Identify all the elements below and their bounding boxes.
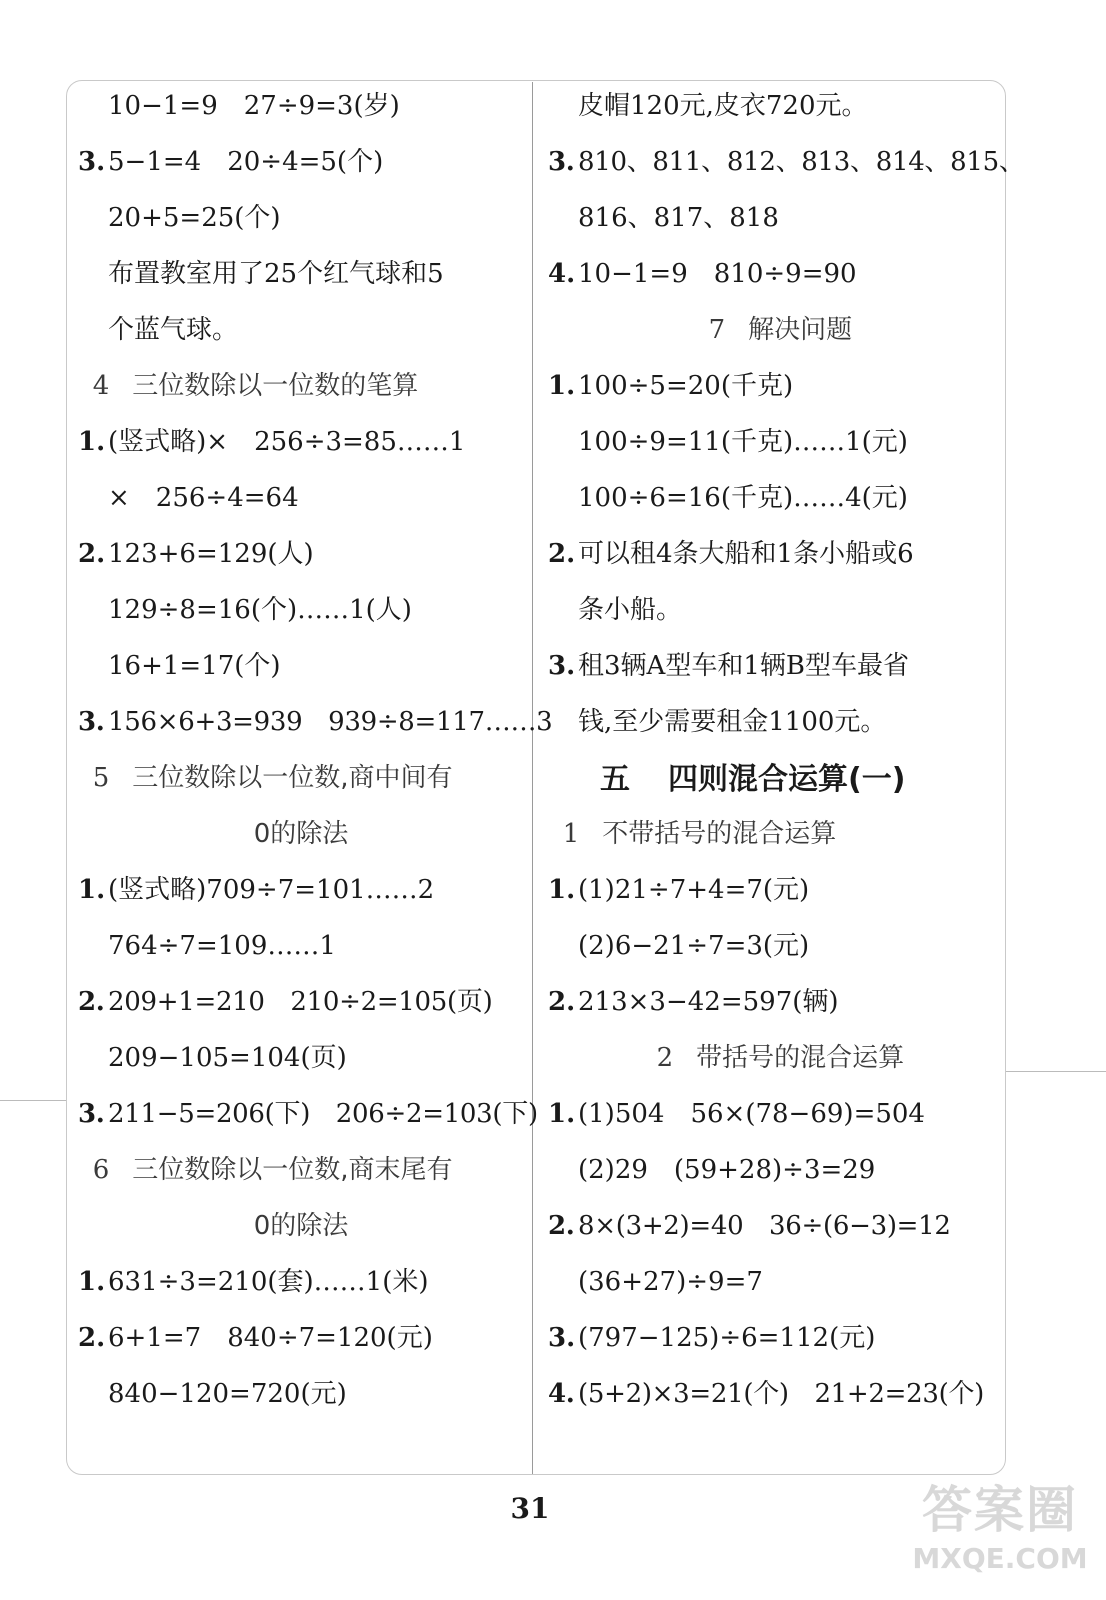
answer-line: (2)6−21÷7=3(元)	[578, 931, 810, 961]
section-heading-c1: 1 不带括号的混合运算	[562, 819, 837, 849]
answer-line: 129÷8=16(个)……1(人)	[108, 595, 412, 625]
answer-line: 100÷6=16(千克)……4(元)	[578, 483, 908, 513]
section-heading-c2: 2 带括号的混合运算	[656, 1043, 905, 1073]
answer-line: 2. 可以租4条大船和1条小船或6	[548, 539, 914, 569]
chapter-heading: 五 四则混合运算(一)	[600, 762, 906, 797]
answer-line: 764÷7=109……1	[108, 931, 336, 961]
watermark-logo: 答案圈	[922, 1481, 1078, 1539]
answer-line: 2. 123+6=129(人)	[78, 539, 314, 569]
answer-line: 4. 10−1=9 810÷9=90	[548, 259, 857, 289]
section-heading-7: 7 解决问题	[708, 315, 853, 345]
answer-line: 816、817、818	[578, 203, 779, 233]
answer-line: (2)29 (59+28)÷3=29	[578, 1155, 876, 1185]
answer-line: (36+27)÷9=7	[578, 1267, 763, 1297]
answer-line: 1. (1)21÷7+4=7(元)	[548, 875, 810, 905]
answer-line: 2. 209+1=210 210÷2=105(页)	[78, 987, 493, 1017]
answer-line: 布置教室用了25个红气球和5	[108, 259, 444, 289]
watermark-url: MXQE.COM	[912, 1542, 1088, 1575]
section-heading-5-cont: 0的除法	[253, 819, 349, 849]
answer-line: 钱,至少需要租金1100元。	[578, 707, 887, 737]
page-number: 31	[510, 1492, 550, 1525]
answer-line: 16+1=17(个)	[108, 651, 281, 681]
answer-line: 1. (竖式略)709÷7=101……2	[78, 875, 435, 905]
answer-line: 1. 100÷5=20(千克)	[548, 371, 794, 401]
answer-line: 2. 6+1=7 840÷7=120(元)	[78, 1323, 433, 1353]
answer-line: 209−105=104(页)	[108, 1043, 347, 1073]
answer-line: 2. 213×3−42=597(辆)	[548, 987, 839, 1017]
answer-line: 4. (5+2)×3=21(个) 21+2=23(个)	[548, 1379, 985, 1409]
answer-line: 3. 5−1=4 20÷4=5(个)	[78, 134, 524, 190]
section-heading-6-cont: 0的除法	[253, 1211, 349, 1241]
left-column	[78, 78, 553, 1422]
answer-line: 个蓝气球。	[108, 315, 239, 345]
answer-line: 1. 631÷3=210(套)……1(米)	[78, 1267, 429, 1297]
answer-line: 10−1=9 27÷9=3(岁)	[108, 91, 400, 121]
answer-line: 2. 8×(3+2)=40 36÷(6−3)=12	[548, 1211, 951, 1241]
right-column	[548, 78, 1025, 1422]
column-divider	[532, 82, 533, 1474]
section-heading-5: 5 三位数除以一位数,商中间有	[92, 763, 453, 793]
answer-line: 3. 156×6+3=939 939÷8=117……3	[78, 707, 553, 737]
answer-line: 条小船。	[578, 595, 683, 625]
answer-line: 3. 211−5=206(下) 206÷2=103(下)	[78, 1099, 538, 1129]
cut-line-right	[1006, 1071, 1106, 1072]
answer-line: 3. 810、811、812、813、814、815、	[548, 147, 1025, 177]
watermark	[905, 1478, 1095, 1588]
answer-line: 3. 租3辆A型车和1辆B型车最省	[548, 651, 909, 681]
answer-line: × 256÷4=64	[108, 483, 299, 513]
item-number: 3.	[78, 147, 106, 177]
answer-line: 皮帽120元,皮衣720元。	[578, 91, 868, 121]
answer-line: 20+5=25(个)	[108, 203, 281, 233]
cut-line-left	[0, 1100, 66, 1101]
section-heading-4: 4 三位数除以一位数的笔算	[92, 371, 419, 401]
answer-line: 1. (1)504 56×(78−69)=504	[548, 1099, 925, 1129]
answer-line: 100÷9=11(千克)……1(元)	[578, 427, 908, 457]
section-heading-6: 6 三位数除以一位数,商末尾有	[92, 1155, 453, 1185]
answer-line: 840−120=720(元)	[108, 1379, 347, 1409]
answer-line: 3. (797−125)÷6=112(元)	[548, 1323, 876, 1353]
answer-line: 1. (竖式略)× 256÷3=85……1	[78, 427, 466, 457]
